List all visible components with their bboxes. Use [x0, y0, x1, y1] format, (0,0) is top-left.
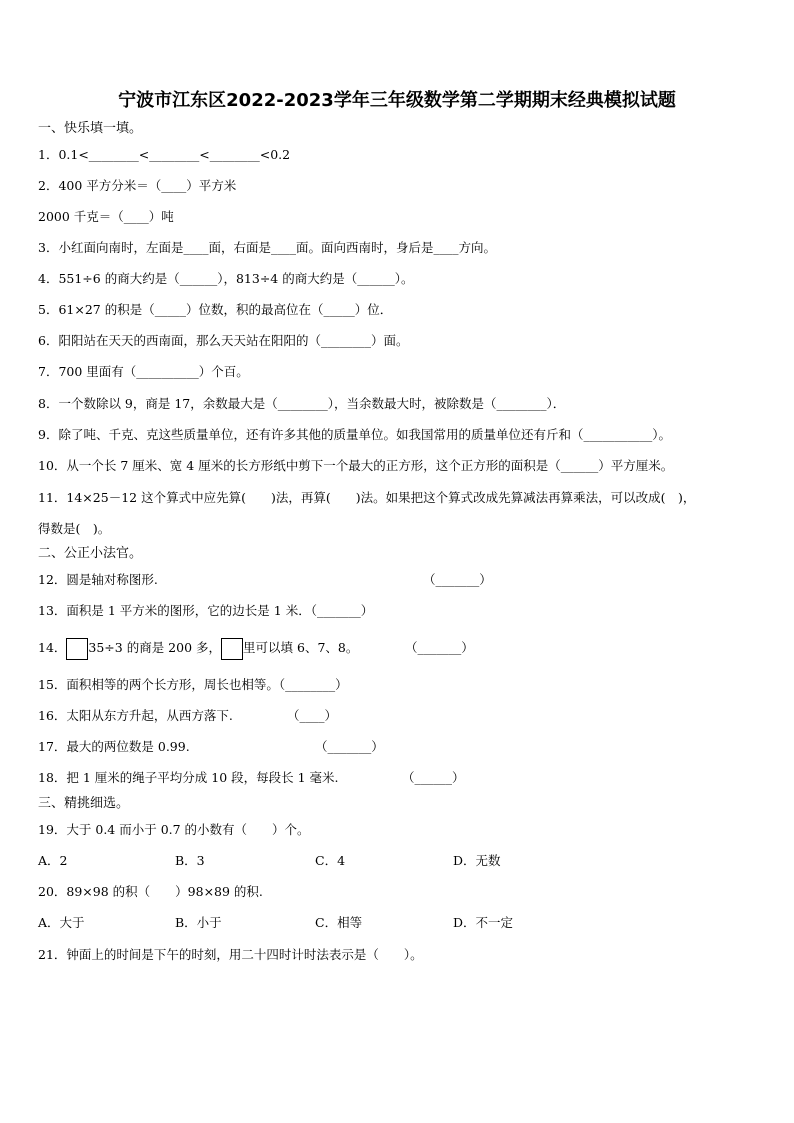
question-19-option-a: A．2 — [38, 853, 68, 868]
question-14-number: 14． — [38, 640, 67, 655]
question-20-option-c: C．相等 — [315, 915, 363, 930]
question-5: 5．61×27 的积是（_____）位数，积的最高位在（_____）位． — [38, 302, 393, 317]
question-14-answer: （_______） — [405, 640, 474, 655]
question-8: 8．一个数除以 9，商是 17，余数最大是（________），当余数最大时，被除数是（________）． — [38, 396, 566, 411]
question-10: 10．从一个长 7 厘米、宽 4 厘米的长方形纸中剪下一个最大的正方形，这个正方形的面积是（______）平方厘米。 — [38, 458, 674, 473]
question-9: 9．除了吨、千克、克这些质量单位，还有许多其他的质量单位。如我国常用的质量单位还有斤和（___________）。 — [38, 427, 671, 442]
question-20-option-b: B．小于 — [175, 915, 222, 930]
question-17-answer: （_______） — [315, 739, 384, 754]
blank-box — [221, 638, 243, 660]
question-18: 18．把 1 厘米的绳子平均分成 10 段，每段长 1 毫米. — [38, 770, 339, 785]
question-12: 12．圆是轴对称图形. — [38, 572, 158, 587]
question-14-part-b: 里可以填 6、7、8。 — [243, 640, 359, 655]
question-14 — [38, 636, 358, 660]
question-3: 3．小红面向南时，左面是____面，右面是____面。面向西南时，身后是____方向。 — [38, 240, 496, 255]
question-20-option-a: A．大于 — [38, 915, 85, 930]
question-19-option-d: D．无数 — [453, 853, 501, 868]
question-13: 13．面积是 1 平方米的图形，它的边长是 1 米．（_______） — [38, 603, 374, 618]
blank-box — [66, 638, 88, 660]
question-11b: 得数是( )。 — [38, 521, 111, 536]
question-18-answer: （______） — [402, 770, 465, 785]
question-2b: 2000 千克＝（____）吨 — [38, 209, 174, 224]
question-1: 1．0.1<________<________<________<0.2 — [38, 147, 291, 162]
question-2a: 2．400 平方分米＝（____）平方米 — [38, 178, 237, 193]
question-12-answer: （_______） — [423, 572, 492, 587]
question-14-part-a: 35÷3 的商是 200 多， — [88, 640, 222, 655]
section-heading-2: 二、公正小法官。 — [38, 546, 143, 561]
question-19: 19．大于 0.4 而小于 0.7 的小数有（ ）个。 — [38, 822, 310, 837]
question-15: 15．面积相等的两个长方形，周长也相等。（________） — [38, 677, 348, 692]
question-4: 4．551÷6 的商大约是（______），813÷4 的商大约是（______）。 — [38, 271, 414, 286]
question-19-option-c: C．4 — [315, 853, 346, 868]
question-19-option-b: B．3 — [175, 853, 205, 868]
question-6: 6．阳阳站在天天的西南面，那么天天站在阳阳的（________）面。 — [38, 333, 409, 348]
question-20-option-d: D．不一定 — [453, 915, 514, 930]
question-21: 21．钟面上的时间是下午的时刻，用二十四时计时法表示是（ ）。 — [38, 947, 423, 962]
question-7: 7．700 里面有（__________）个百。 — [38, 364, 249, 379]
section-heading-1: 一、快乐填一填。 — [38, 121, 143, 136]
question-17: 17．最大的两位数是 0.99. — [38, 739, 190, 754]
question-16: 16．太阳从东方升起，从西方落下. — [38, 708, 233, 723]
section-heading-3: 三、精挑细选。 — [38, 796, 130, 811]
page-title: 宁波市江东区2022-2023学年三年级数学第二学期期末经典模拟试题 — [118, 90, 676, 111]
question-20: 20．89×98 的积（ ）98×89 的积. — [38, 884, 263, 899]
question-11a: 11．14×25－12 这个算式中应先算( )法，再算( )法。如果把这个算式改成先算减法再算乘法，可以改成( )， — [38, 490, 696, 505]
question-16-answer: （____） — [287, 708, 338, 723]
